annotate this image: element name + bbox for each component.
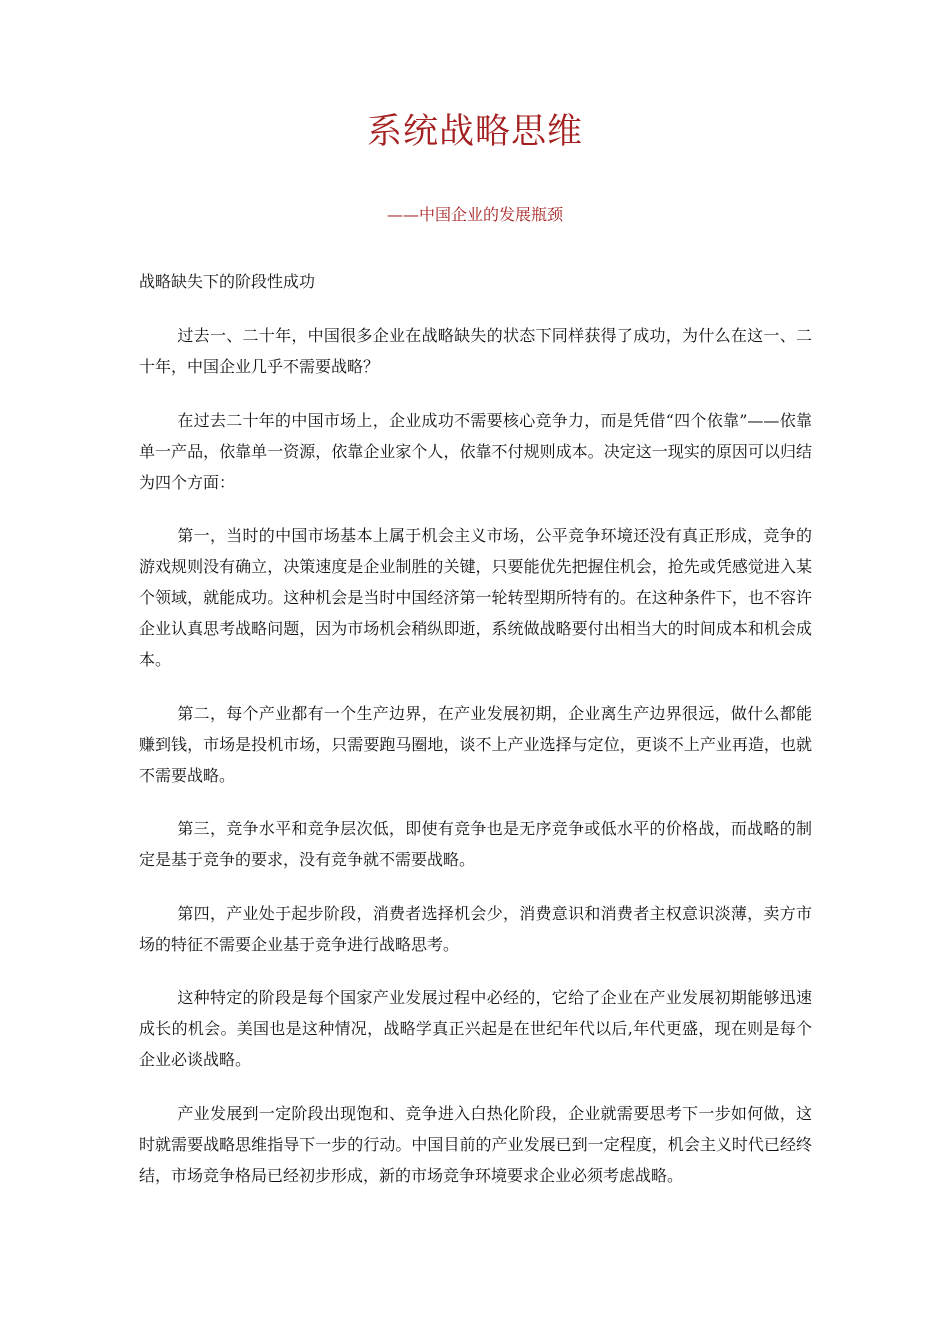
paragraph-4: 第二，每个产业都有一个生产边界，在产业发展初期，企业离生产边界很远，做什么都能赚到钱，市场是投机市场，只需要跑马圈地，谈不上产业选择与定位，更谈不上产业再造，也就不需要战略。: [139, 703, 812, 785]
document-body: [139, 320, 812, 1213]
paragraph-8: 产业发展到一定阶段出现饱和、竞争进入白热化阶段，企业就需要思考下一步如何做，这时就需要战略思维指导下一步的行动。中国目前的产业发展已到一定程度，机会主义时代已经终结，市场竞争格局已经初步形成，新的市场竞争环境要求企业必须考虑战略。: [139, 1103, 812, 1185]
paragraph-2: 在过去二十年的中国市场上，企业成功不需要核心竞争力，而是凭借“四个依靠”——依靠单一产品，依靠单一资源，依靠企业家个人，依靠不付规则成本。决定这一现实的原因可以归结为四个方面：: [139, 410, 812, 492]
section-heading: 战略缺失下的阶段性成功: [139, 272, 316, 291]
paragraph-5: 第三，竞争水平和竞争层次低，即使有竞争也是无序竞争或低水平的价格战，而战略的制定是基于竞争的要求，没有竞争就不需要战略。: [139, 819, 812, 869]
document-subtitle: ——中国企业的发展瓶颈: [386, 205, 563, 224]
document-title: 系统战略思维: [366, 112, 583, 152]
paragraph-3: 第一，当时的中国市场基本上属于机会主义市场，公平竞争环境还没有真正形成，竞争的游戏规则没有确立，决策速度是企业制胜的关键，只要能优先把握住机会，抢先或凭感觉进入某个领域，就能成功。这种机会是当时中国经济第一轮转型期所特有的。在这种条件下，也不容许企业认真思考战略问题，因为市场机会稍纵即逝，系统做战略要付出相当大的时间成本和机会成本。: [139, 526, 812, 669]
paragraph-7: 这种特定的阶段是每个国家产业发展过程中必经的，它给了企业在产业发展初期能够迅速成长的机会。美国也是这种情况，战略学真正兴起是在世纪年代以后,年代更盛，现在则是每个企业必谈战略。: [139, 988, 812, 1069]
paragraph-1: 过去一、二十年，中国很多企业在战略缺失的状态下同样获得了成功，为什么在这一、二十年，中国企业几乎不需要战略？: [139, 326, 812, 376]
paragraph-6: 第四，产业处于起步阶段，消费者选择机会少，消费意识和消费者主权意识淡薄，卖方市场的特征不需要企业基于竞争进行战略思考。: [139, 903, 812, 954]
